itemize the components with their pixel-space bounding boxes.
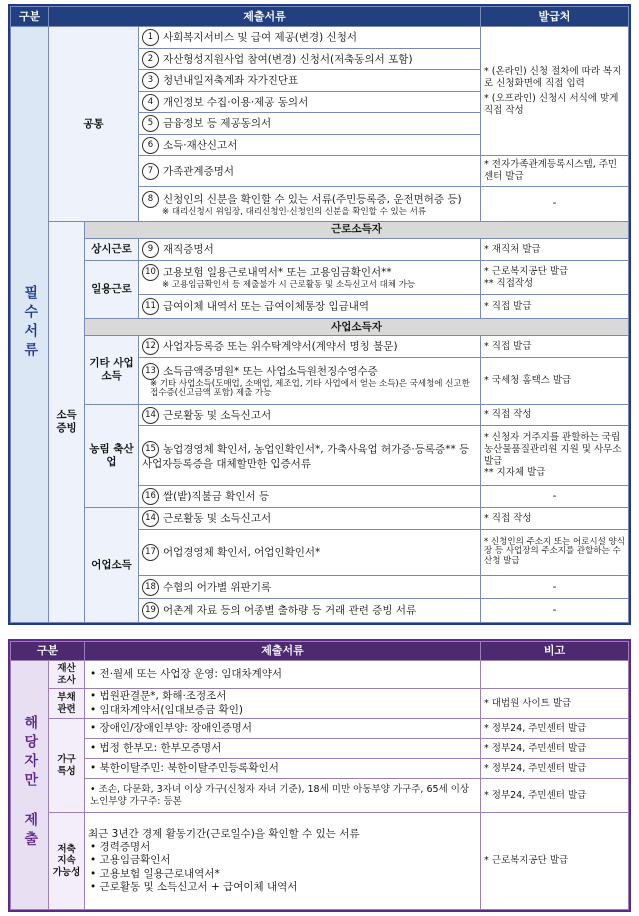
header-category: 구분 xyxy=(11,642,85,661)
doc-item: 14 근로활동 및 소득신고서 xyxy=(139,404,481,425)
required-group-label: 필수서류 xyxy=(11,27,49,623)
header-documents: 제출서류 xyxy=(85,642,481,661)
asset-survey-label: 재산 조사 xyxy=(49,661,85,689)
doc-item: • 장애인/장애인부양: 장애인증명서 xyxy=(85,719,481,739)
common-label: 공통 xyxy=(49,27,139,221)
issuer-item: * 재직처 발급 xyxy=(481,239,629,260)
issuer-common: * (온라인) 신청 절차에 따라 복지로 신청화면에 직접 입력 * (오프라인) 신청시 서식에 맞게 직접 작성 xyxy=(481,27,629,156)
doc-item: 14 근로활동 및 소득신고서 xyxy=(139,508,481,529)
issuer-item: * 직접 작성 xyxy=(481,404,629,425)
issuer-item: * 신청인의 주소지 또는 어로시설 양식장 등 사업장의 주소지를 관할하는 수산청 발급 xyxy=(481,529,629,575)
doc-item: 7 가족관계증명서 xyxy=(139,156,481,187)
remark-item: * 대법원 사이트 발급 xyxy=(481,689,629,719)
doc-item: 18 수협의 어가별 위판기록 xyxy=(139,575,481,599)
doc-item: 1 사회복지서비스 및 급여 제공(변경) 신청서 xyxy=(139,27,481,48)
issuer-item: * 직접 발급 xyxy=(481,336,629,357)
header-category: 구분 xyxy=(11,7,49,27)
regular-work-label: 상시근로 xyxy=(85,239,139,260)
issuer-item: * 직접 발급 xyxy=(481,295,629,319)
doc-item: • 조손, 다문화, 3자녀 이상 가구(신청자 자녀 기준), 18세 미만 아동부양 가구주, 65세 이상 노인부양 가구주: 등본 xyxy=(85,779,481,813)
doc-item: 11 급여이체 내역서 또는 급여이체통장 입금내역 xyxy=(139,295,481,319)
remark-item xyxy=(481,661,629,689)
remark-item: * 정부24, 주민센터 발급 xyxy=(481,759,629,779)
issuer-item: * 신청자 거주지를 관할하는 국립농산물품질관리원 지원 및 사무소 발급 ** 지자체 발급 xyxy=(481,426,629,485)
header-remark: 비고 xyxy=(481,642,629,661)
issuer-item: * 직접 작성 xyxy=(481,508,629,529)
daily-work-label: 일용근로 xyxy=(85,260,139,318)
issuer-item: - xyxy=(481,485,629,508)
issuer-item: * 국세청 홈택스 발급 xyxy=(481,357,629,404)
doc-item: 8 신청인의 신분을 확인할 수 있는 서류(주민등록증, 운전면허증 등) ※ 대리신청시 위임장, 대리신청인·신청인의 신분을 확인할 수 있는 서류 xyxy=(139,187,481,222)
conditional-group-label: 해당자만 제출 xyxy=(11,661,49,910)
section-business-earner: 사업소득자 xyxy=(85,319,629,336)
fishery-label: 어업소득 xyxy=(85,508,139,623)
doc-item: 5 금융정보 등 제공동의서 xyxy=(139,113,481,134)
income-proof-label: 소득증빙 xyxy=(49,221,85,622)
issuer-item: - xyxy=(481,599,629,623)
doc-item: 10 고용보험 일용근로내역서* 또는 고용임금확인서** ※ 고용임금확인서 등 제출불가 시 근로활동 및 소득신고서 대체 가능 xyxy=(139,260,481,295)
doc-item: • 법정 한부모: 한부모증명서 xyxy=(85,739,481,759)
debt-label: 부채 관련 xyxy=(49,689,85,719)
doc-item: 2 자산형성지원사업 참여(변경) 신청서(저축동의서 포함) xyxy=(139,48,481,69)
doc-item: 6 소득·재산신고서 xyxy=(139,134,481,155)
required-documents-table xyxy=(8,4,631,625)
doc-item: 16 쌀(밭)직불금 확인서 등 xyxy=(139,485,481,508)
remark-item: * 정부24, 주민센터 발급 xyxy=(481,719,629,739)
other-business-label: 기타 사업소득 xyxy=(85,336,139,405)
doc-item: • 법원판결문*, 화해·조정조서 • 임대차계약서(임대보증금 확인) xyxy=(85,689,481,719)
remark-item: * 근로복지공단 발급 xyxy=(481,813,629,910)
issuer-item: - xyxy=(481,575,629,599)
doc-item: 17 어업경영체 확인서, 어업인확인서* xyxy=(139,529,481,575)
doc-item: 13 소득금액증명원* 또는 사업소득원천징수영수증 ※ 기타 사업소득(도매업, 소매업, 제조업, 기타 사업에서 얻는 소득)은 국세청에 신고한 접수증(신고금액 포함) 제출 가능 xyxy=(139,357,481,404)
issuer-id: - xyxy=(481,187,629,222)
remark-item: * 정부24, 주민센터 발급 xyxy=(481,779,629,813)
doc-item: 3 청년내일저축계좌 자가진단표 xyxy=(139,70,481,91)
conditional-documents-table xyxy=(8,639,631,912)
doc-item: 4 개인정보 수집·이용·제공 동의서 xyxy=(139,91,481,112)
header-documents: 제출서류 xyxy=(49,7,481,27)
doc-item: • 전·월세 또는 사업장 운영: 임대차계약서 xyxy=(85,661,481,689)
agri-label: 농림 축산업 xyxy=(85,404,139,507)
section-wage-earner: 근로소득자 xyxy=(85,221,629,238)
doc-item: 최근 3년간 경제 활동기간(근로일수)을 확인할 수 있는 서류 • 경력증명서 • 고용임금확인서 • 고용보험 일용근로내역서* • 근로활동 및 소득신고서 + 급여이체 내역서 xyxy=(85,813,481,910)
header-issuer: 발급처 xyxy=(481,7,629,27)
doc-item: 15 농업경영체 확인서, 농업인확인서*, 가축사육업 허가증·등록증** 등 사업자등록증을 대체할만한 입증서류 xyxy=(139,426,481,485)
doc-item: • 북한이탈주민: 북한이탈주민등록확인서 xyxy=(85,759,481,779)
remark-item: * 정부24, 주민센터 발급 xyxy=(481,739,629,759)
issuer-item: * 근로복지공단 발급 ** 직접작성 xyxy=(481,260,629,295)
doc-item: 9 재직증명서 xyxy=(139,239,481,260)
household-label: 가구 특성 xyxy=(49,719,85,813)
doc-item: 19 어촌계 자료 등의 어종별 출하량 등 거래 관련 증빙 서류 xyxy=(139,599,481,623)
issuer-family: * 전자가족관계등록시스템, 주민센터 발급 xyxy=(481,156,629,187)
doc-item: 12 사업자등록증 또는 위수탁계약서(계약서 명칭 불문) xyxy=(139,336,481,357)
continuity-label: 저축 지속 가능성 xyxy=(49,813,85,910)
